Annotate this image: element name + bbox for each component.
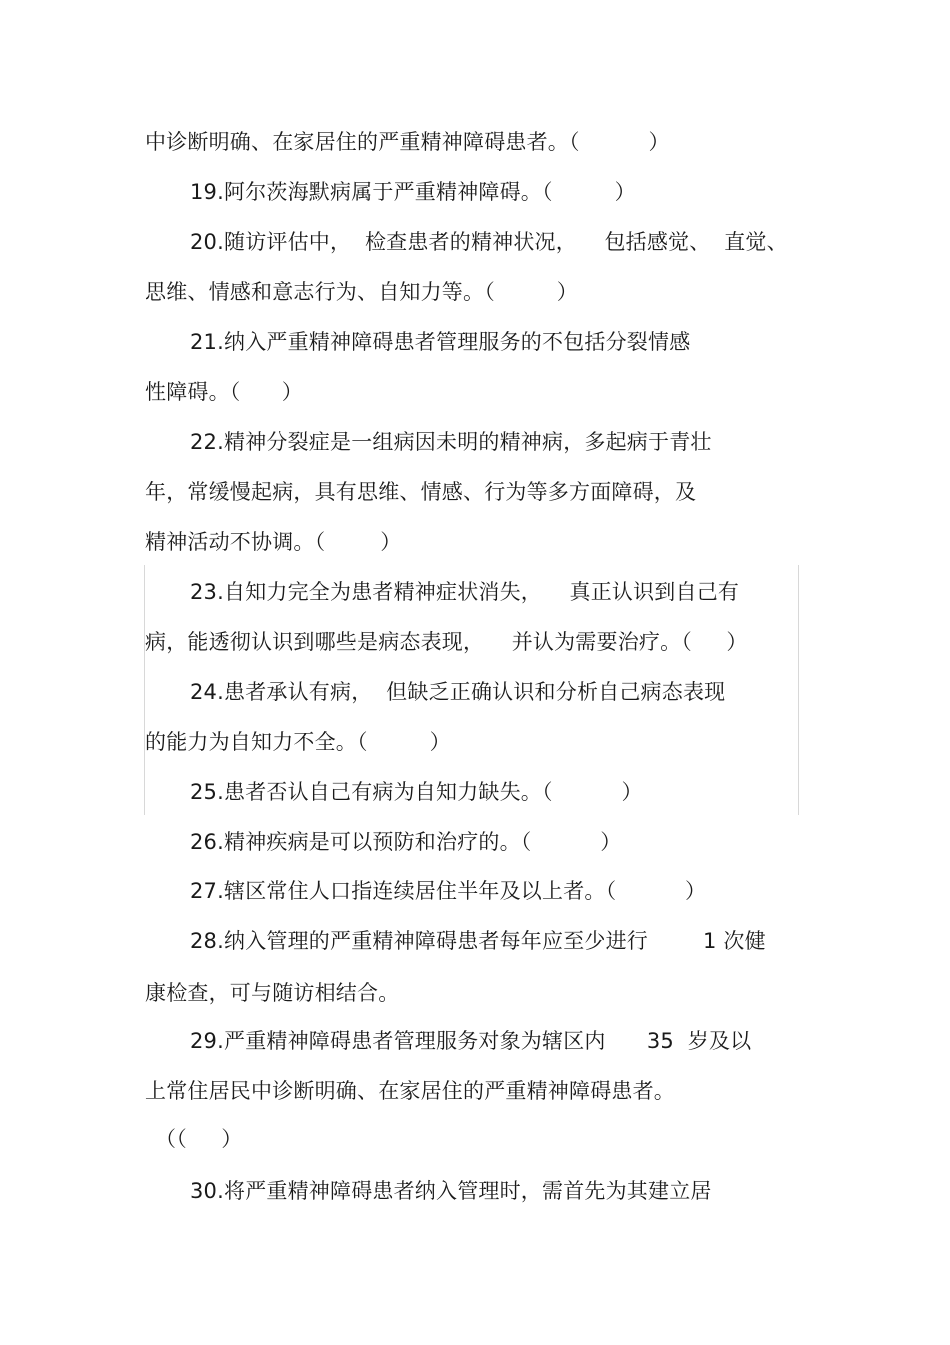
text-line: 康检查，可与随访相结合。 — [145, 981, 400, 1005]
question-20: 20.随访评估中， 检查患者的精神状况， 包括感觉、 直觉、 — [190, 230, 788, 254]
right-border-line — [798, 565, 799, 815]
question-22: 22.精神分裂症是一组病因未明的精神病，多起病于青壮 — [190, 430, 712, 454]
text-line: 性障碍。（ ） — [145, 380, 303, 404]
question-27: 27.辖区常住人口指连续居住半年及以上者。（ ） — [190, 879, 707, 903]
question-29: 29.严重精神障碍患者管理服务对象为辖区内 35 岁及以 — [190, 1029, 752, 1053]
answer-brackets: （（ ） — [155, 1127, 243, 1151]
question-25: 25.患者否认自己有病为自知力缺失。（ ） — [190, 780, 643, 804]
text-line: 病，能透彻认识到哪些是病态表现， 并认为需要治疗。（ ） — [145, 630, 748, 654]
text-line: 上常住居民中诊断明确、在家居住的严重精神障碍患者。 — [145, 1079, 675, 1103]
text-line: 年，常缓慢起病，具有思维、情感、行为等多方面障碍，及 — [145, 480, 697, 504]
question-23: 23.自知力完全为患者精神症状消失， 真正认识到自己有 — [190, 580, 740, 604]
text-line: 思维、情感和意志行为、自知力等。（ ） — [145, 280, 578, 304]
text-line: 中诊断明确、在家居住的严重精神障碍患者。（ ） — [145, 130, 670, 154]
text-line: 的能力为自知力不全。（ ） — [145, 730, 451, 754]
question-28: 28.纳入管理的严重精神障碍患者每年应至少进行 1 次健 — [190, 929, 766, 953]
question-19: 19.阿尔茨海默病属于严重精神障碍。（ ） — [190, 180, 636, 204]
question-26: 26.精神疾病是可以预防和治疗的。（ ） — [190, 830, 622, 854]
question-30: 30.将严重精神障碍患者纳入管理时，需首先为其建立居 — [190, 1179, 712, 1203]
text-line: 精神活动不协调。（ ） — [145, 530, 402, 554]
question-24: 24.患者承认有病， 但缺乏正确认识和分析自己病态表现 — [190, 680, 726, 704]
left-border-line — [144, 565, 145, 815]
question-21: 21.纳入严重精神障碍患者管理服务的不包括分裂情感 — [190, 330, 691, 354]
